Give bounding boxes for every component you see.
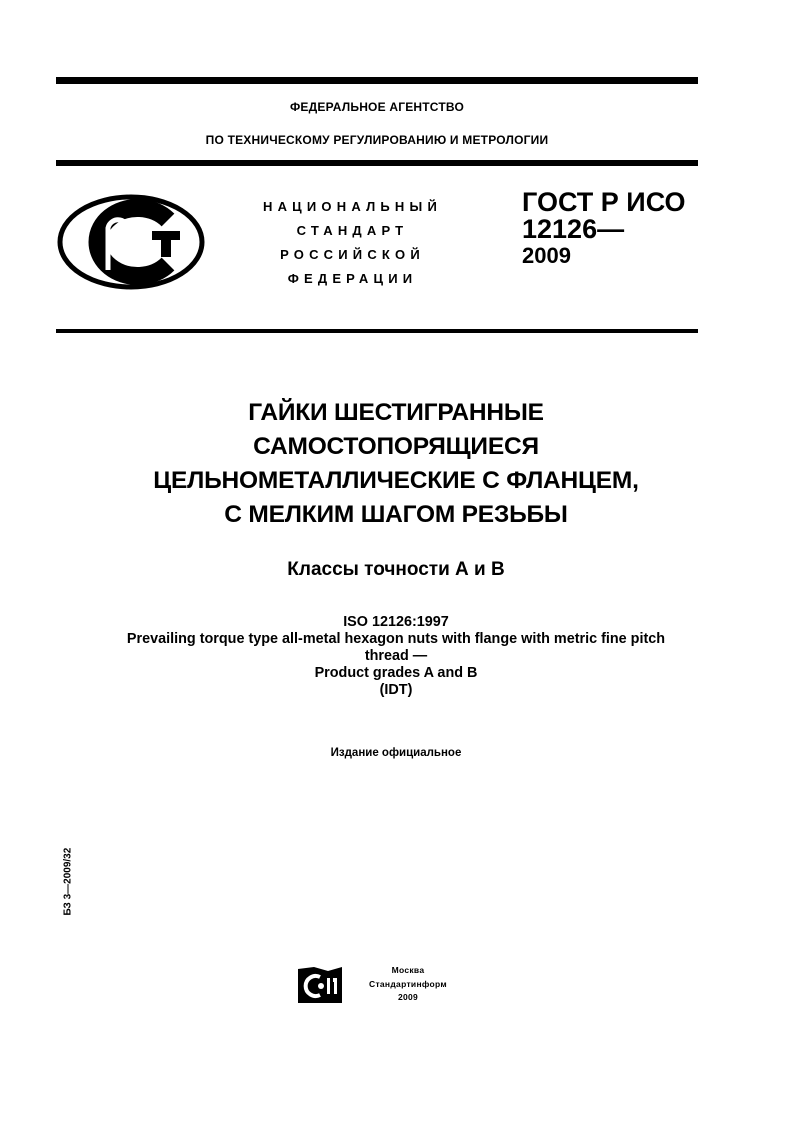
edition-label: Издание официальное (330, 747, 462, 759)
designation-line-2: 12126— (522, 214, 625, 244)
document-title (40, 396, 752, 532)
iso-line: thread — (364, 648, 428, 664)
designation-bottom-rule (56, 329, 698, 333)
national-standard-line: РОССИЙСКОЙ (280, 247, 425, 262)
header-bottom-rule (56, 160, 698, 166)
national-standard-line: ФЕДЕРАЦИИ (287, 271, 418, 286)
side-code: БЗ 3—2009/32 (62, 847, 74, 916)
national-standard-line: НАЦИОНАЛЬНЫЙ (263, 199, 442, 214)
iso-reference (40, 614, 752, 699)
iso-line: Prevailing torque type all-metal hexagon nuts with flange with metric fine pitch (126, 631, 666, 647)
publisher-name: Стандартинформ (369, 978, 447, 989)
title-line: ЦЕЛЬНОМЕТАЛЛИЧЕСКИЕ С ФЛАНЦЕМ, (153, 467, 639, 494)
designation-line-1: ГОСТ Р ИСО (522, 187, 686, 217)
standard-designation (522, 189, 686, 269)
iso-line: Product grades A and B (314, 665, 478, 681)
national-standard-label (240, 195, 465, 291)
title-line: ГАЙКИ ШЕСТИГРАННЫЕ (248, 399, 544, 426)
publisher-info (350, 964, 466, 1005)
publisher-year: 2009 (397, 992, 419, 1002)
publisher-city: Москва (391, 965, 425, 975)
document-subtitle: Классы точности А и В (287, 559, 505, 580)
standartinform-logo-icon (296, 965, 344, 1005)
rst-gost-certification-mark-icon (56, 192, 206, 292)
agency-line-1: ФЕДЕРАЛЬНОЕ АГЕНТСТВО (289, 100, 464, 114)
designation-line-3: 2009 (522, 243, 571, 268)
title-line: С МЕЛКИМ ШАГОМ РЕЗЬБЫ (224, 501, 568, 528)
national-standard-line: СТАНДАРТ (296, 223, 409, 238)
agency-line-2: ПО ТЕХНИЧЕСКОМУ РЕГУЛИРОВАНИЮ И МЕТРОЛОГИИ (205, 133, 549, 147)
iso-line: ISO 12126:1997 (343, 614, 449, 630)
publisher-logo (296, 965, 344, 1005)
top-rule (56, 77, 698, 84)
title-line: САМОСТОПОРЯЩИЕСЯ (253, 433, 539, 460)
iso-line: (IDT) (379, 682, 413, 698)
rst-logo (56, 192, 206, 292)
